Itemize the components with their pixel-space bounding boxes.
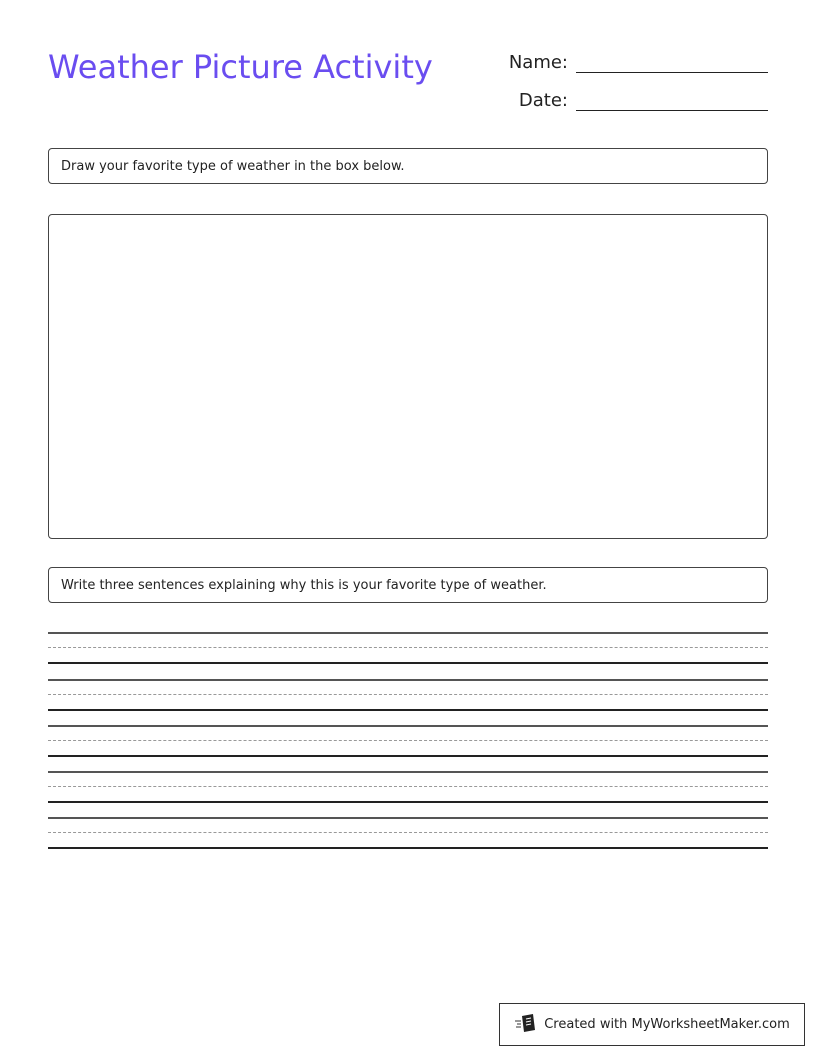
drawing-instruction: Draw your favorite type of weather in the box below. bbox=[48, 148, 768, 184]
date-label: Date: bbox=[518, 90, 568, 111]
drawing-box[interactable] bbox=[48, 214, 768, 539]
writing-line[interactable] bbox=[48, 632, 768, 664]
page-title: Weather Picture Activity bbox=[48, 48, 433, 86]
date-line[interactable] bbox=[576, 90, 768, 111]
footer-credit[interactable] bbox=[499, 1003, 805, 1046]
footer-text: Created with MyWorksheetMaker.com bbox=[544, 1017, 790, 1032]
name-field[interactable] bbox=[509, 52, 768, 73]
writing-line[interactable] bbox=[48, 817, 768, 849]
writing-instruction: Write three sentences explaining why this is your favorite type of weather. bbox=[48, 567, 768, 603]
writing-line[interactable] bbox=[48, 771, 768, 803]
worksheet-logo-icon bbox=[514, 1013, 538, 1037]
writing-line[interactable] bbox=[48, 679, 768, 711]
writing-line[interactable] bbox=[48, 725, 768, 757]
name-line[interactable] bbox=[576, 52, 768, 73]
name-label: Name: bbox=[508, 52, 568, 73]
date-field[interactable] bbox=[519, 90, 768, 111]
